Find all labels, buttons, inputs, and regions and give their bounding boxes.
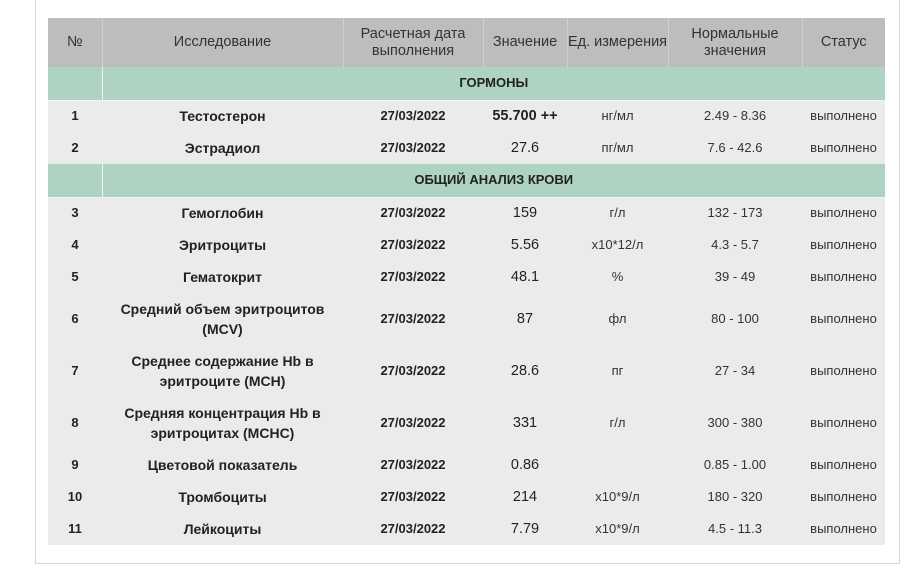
table-row <box>48 261 885 293</box>
section-spacer <box>48 67 102 100</box>
test-date: 27/03/2022 <box>343 293 483 345</box>
test-unit: г/л <box>567 197 668 229</box>
row-number: 11 <box>48 513 102 545</box>
header-number: № <box>48 18 102 67</box>
header-norm: Нормальные значения <box>668 18 802 67</box>
test-status: выполнено <box>802 449 885 481</box>
test-unit: пг/мл <box>567 132 668 164</box>
header-date: Расчетная дата выполнения <box>343 18 483 67</box>
test-value: 48.1 <box>483 261 567 293</box>
test-name: Гематокрит <box>102 261 343 293</box>
test-status: выполнено <box>802 397 885 449</box>
test-unit: x10*9/л <box>567 481 668 513</box>
test-status: выполнено <box>802 293 885 345</box>
table-header <box>48 18 885 67</box>
test-date: 27/03/2022 <box>343 481 483 513</box>
test-unit <box>567 449 668 481</box>
row-number: 4 <box>48 229 102 261</box>
test-name: Лейкоциты <box>102 513 343 545</box>
row-number: 2 <box>48 132 102 164</box>
test-value: 55.700 ++ <box>483 100 567 132</box>
test-norm: 0.85 - 1.00 <box>668 449 802 481</box>
test-unit: пг <box>567 345 668 397</box>
row-number: 5 <box>48 261 102 293</box>
table-row <box>48 132 885 164</box>
test-status: выполнено <box>802 481 885 513</box>
table-row <box>48 481 885 513</box>
test-status: выполнено <box>802 132 885 164</box>
test-status: выполнено <box>802 100 885 132</box>
test-unit: нг/мл <box>567 100 668 132</box>
test-name: Средняя концентрация Hb в эритроцитах (MCHC) <box>102 397 343 449</box>
test-status: выполнено <box>802 345 885 397</box>
test-date: 27/03/2022 <box>343 132 483 164</box>
table-row <box>48 229 885 261</box>
test-date: 27/03/2022 <box>343 397 483 449</box>
table-row <box>48 100 885 132</box>
test-name: Цветовой показатель <box>102 449 343 481</box>
section-title: ОБЩИЙ АНАЛИЗ КРОВИ <box>102 164 885 197</box>
test-status: выполнено <box>802 229 885 261</box>
test-unit: г/л <box>567 397 668 449</box>
row-number: 10 <box>48 481 102 513</box>
test-norm: 4.3 - 5.7 <box>668 229 802 261</box>
header-test: Исследование <box>102 18 343 67</box>
test-value: 5.56 <box>483 229 567 261</box>
test-value: 87 <box>483 293 567 345</box>
row-number: 6 <box>48 293 102 345</box>
test-norm: 27 - 34 <box>668 345 802 397</box>
test-status: выполнено <box>802 513 885 545</box>
test-value: 0.86 <box>483 449 567 481</box>
test-norm: 180 - 320 <box>668 481 802 513</box>
lab-results-table <box>48 18 885 545</box>
row-number: 8 <box>48 397 102 449</box>
test-norm: 132 - 173 <box>668 197 802 229</box>
test-name: Средний объем эритроцитов (MCV) <box>102 293 343 345</box>
test-name: Эстрадиол <box>102 132 343 164</box>
table-row <box>48 397 885 449</box>
table-row <box>48 449 885 481</box>
test-value: 27.6 <box>483 132 567 164</box>
test-date: 27/03/2022 <box>343 229 483 261</box>
test-value: 28.6 <box>483 345 567 397</box>
table-row <box>48 293 885 345</box>
test-name: Среднее содержание Hb в эритроците (MCH) <box>102 345 343 397</box>
test-norm: 80 - 100 <box>668 293 802 345</box>
test-norm: 300 - 380 <box>668 397 802 449</box>
test-date: 27/03/2022 <box>343 449 483 481</box>
row-number: 1 <box>48 100 102 132</box>
section-row <box>48 164 885 197</box>
test-value: 331 <box>483 397 567 449</box>
row-number: 9 <box>48 449 102 481</box>
test-value: 214 <box>483 481 567 513</box>
test-norm: 7.6 - 42.6 <box>668 132 802 164</box>
test-unit: фл <box>567 293 668 345</box>
test-value: 159 <box>483 197 567 229</box>
row-number: 7 <box>48 345 102 397</box>
test-name: Эритроциты <box>102 229 343 261</box>
test-unit: x10*12/л <box>567 229 668 261</box>
table-row <box>48 197 885 229</box>
test-date: 27/03/2022 <box>343 261 483 293</box>
header-status: Статус <box>802 18 885 67</box>
test-unit: % <box>567 261 668 293</box>
section-title: ГОРМОНЫ <box>102 67 885 100</box>
test-status: выполнено <box>802 197 885 229</box>
test-status: выполнено <box>802 261 885 293</box>
section-row <box>48 67 885 100</box>
test-name: Гемоглобин <box>102 197 343 229</box>
test-norm: 4.5 - 11.3 <box>668 513 802 545</box>
test-name: Тромбоциты <box>102 481 343 513</box>
section-spacer <box>48 164 102 197</box>
test-date: 27/03/2022 <box>343 345 483 397</box>
test-unit: x10*9/л <box>567 513 668 545</box>
test-date: 27/03/2022 <box>343 513 483 545</box>
table-row <box>48 345 885 397</box>
header-value: Значение <box>483 18 567 67</box>
test-date: 27/03/2022 <box>343 100 483 132</box>
test-value: 7.79 <box>483 513 567 545</box>
row-number: 3 <box>48 197 102 229</box>
test-name: Тестостерон <box>102 100 343 132</box>
table-row <box>48 513 885 545</box>
header-unit: Ед. измерения <box>567 18 668 67</box>
test-date: 27/03/2022 <box>343 197 483 229</box>
test-norm: 39 - 49 <box>668 261 802 293</box>
test-norm: 2.49 - 8.36 <box>668 100 802 132</box>
